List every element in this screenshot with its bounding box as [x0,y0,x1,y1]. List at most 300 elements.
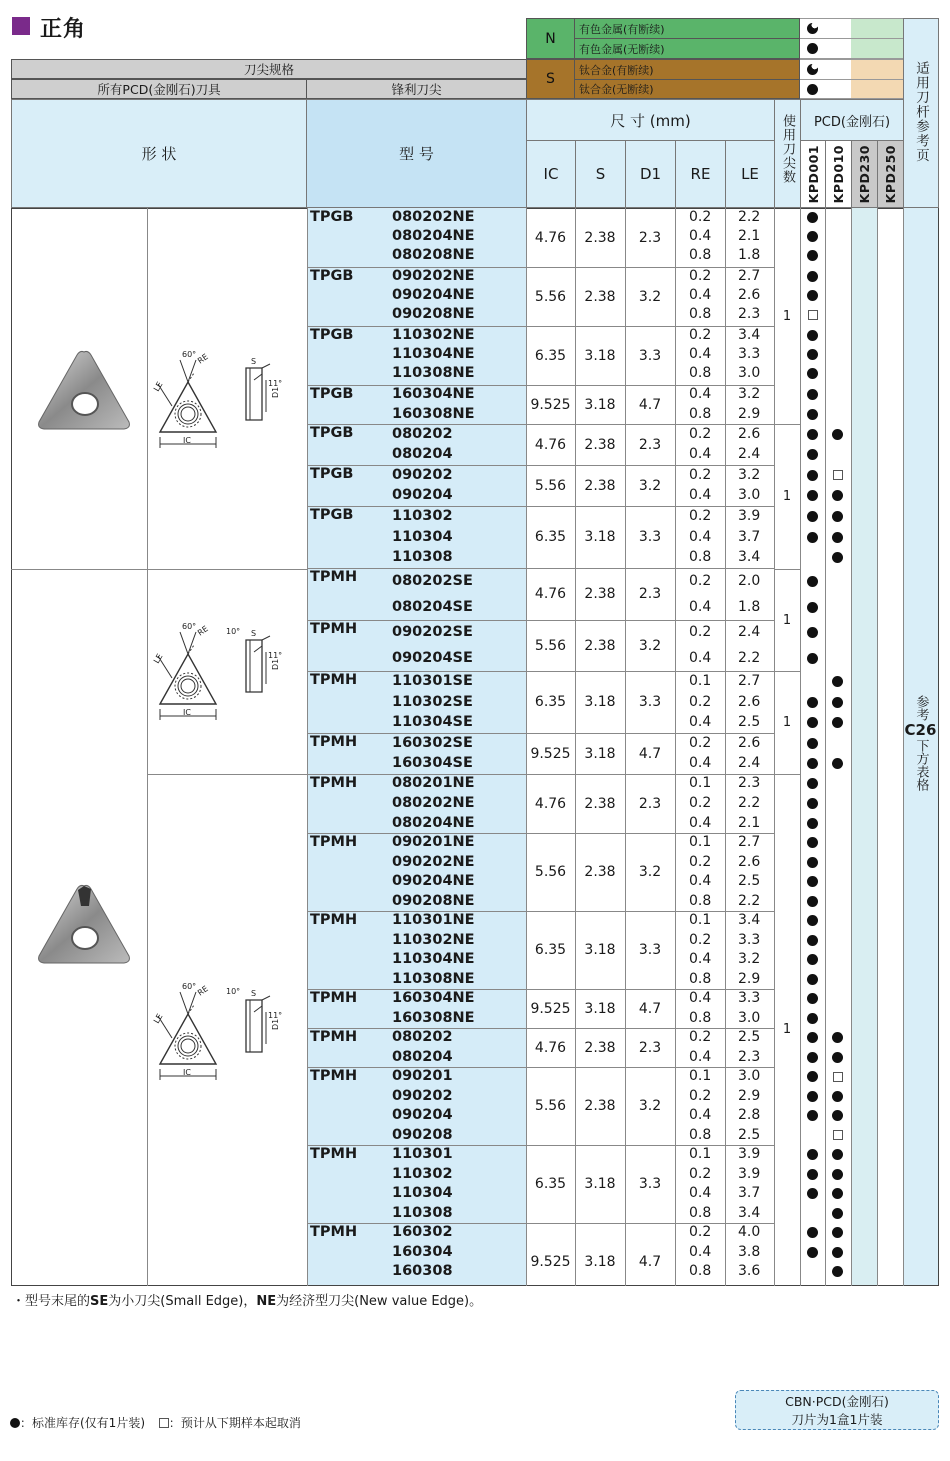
le-value: 3.4 [738,327,761,343]
le-value: 3.4 [738,912,761,929]
model-header: 型 号 [306,99,527,208]
dot-icon [807,697,818,708]
ic-value: 9.525 [530,396,571,413]
clearance-label: 11° [268,1011,283,1020]
le-value: 2.5 [738,1029,761,1046]
column-divider [147,208,148,1286]
dot-icon [832,697,843,708]
material-n-symbol: N [526,18,575,59]
material-grade-cell [851,79,878,99]
le-label: LE [151,652,165,665]
model-code: 080202SE [392,572,473,589]
le-value: 2.5 [738,714,761,731]
s-value: 2.38 [584,477,616,494]
title-marker [12,17,30,35]
model-code: 080201NE [392,775,475,792]
sharp-tip-header: 锋利刀尖 [306,79,527,99]
relief-label: 10° [226,627,241,636]
column-divider [825,208,826,1286]
re-value: 0.4 [689,1107,712,1124]
model-code: 110308 [392,549,453,566]
re-value: 0.2 [689,624,712,641]
dot-icon [807,935,818,946]
le-value: 4.0 [738,1224,761,1241]
model-code: 160302SE [392,734,473,751]
d1-value: 2.3 [638,795,662,812]
model-prefix: TPMH [310,672,358,688]
s-value: 3.18 [584,529,616,545]
legend-dot-icon [10,1418,20,1428]
dot-icon [832,1052,843,1063]
shape-divider [147,774,307,775]
half-dot-icon [807,64,818,75]
ref-page-header-text: 适用刀杆参考页 [913,61,929,163]
dot-icon [807,1052,818,1063]
d1-value: 3.2 [638,288,662,305]
tips-count: 1 [782,715,792,730]
le-value: 3.0 [738,1068,761,1085]
clearance-label: 11° [268,651,283,660]
dot-icon [807,576,818,587]
ic-value: 6.35 [534,942,567,958]
re-value: 0.8 [689,549,712,566]
dot-icon [807,368,818,379]
re-value: 0.4 [689,1048,712,1065]
square-icon [808,310,818,320]
grade-kpd010-header [825,140,852,208]
s-label: S [251,357,257,366]
footnote-pre: ・型号末尾的 [12,1294,91,1309]
model-code: 160308NE [392,1009,475,1026]
ic-value: 6.35 [534,347,567,364]
ic-value: 5.56 [534,477,567,494]
le-value: 2.9 [738,1087,761,1104]
model-prefix: TPMH [310,1224,358,1240]
ic-value: 5.56 [534,637,567,654]
re-value: 0.8 [689,306,712,322]
footnote-post: 为经济型刀尖(New value Edge)。 [276,1294,483,1309]
le-value: 2.7 [738,268,761,284]
shape-divider [11,569,147,570]
le-value: 3.2 [738,951,761,968]
s-value: 2.38 [584,637,616,654]
model-prefix: TPMH [310,1146,358,1162]
dimension-diagram-3 [150,972,300,1086]
dot-icon [807,974,818,985]
ic-label: IC [183,1068,191,1077]
model-code: 090204 [392,1107,453,1124]
column-divider [675,208,676,1286]
model-code: 080204 [392,446,453,463]
le-value: 2.1 [738,814,761,831]
model-code: 110302NE [392,931,475,948]
re-value: 0.2 [689,931,712,948]
model-prefix: TPMH [310,734,358,750]
model-prefix: TPMH [310,912,358,928]
clearance-label: 11° [268,379,283,388]
column-divider [725,208,726,1286]
dimension-diagram-1 [150,340,300,454]
column-divider [307,208,308,1286]
dot-icon [807,653,818,664]
half-dot-icon [807,23,818,34]
model-prefix: TPMH [310,569,358,585]
model-code: 110301NE [392,912,475,929]
s-value: 2.38 [584,864,616,880]
d1-value: 3.3 [638,347,662,364]
model-code: 090204SE [392,649,473,666]
d1-value: 4.7 [638,1254,662,1270]
col-le-header: LE [725,140,775,208]
re-value: 0.2 [689,853,712,870]
d1-value: 3.3 [638,529,662,545]
material-grade-cell [877,59,904,80]
re-value: 0.4 [689,287,712,303]
d1-value: 2.3 [638,229,662,246]
grade-kpd250-label: KPD250 [883,144,898,204]
footnote-mid: 为小刀尖(Small Edge)， [108,1294,257,1309]
re-value: 0.4 [689,598,712,615]
d1-value: 3.2 [638,864,662,880]
ref-note-post: 下方表格 [913,739,929,791]
model-code: 090202SE [392,624,473,641]
ref-note-page[interactable]: C26 [904,721,937,739]
model-code: 110301SE [392,672,473,689]
dot-icon [807,250,818,261]
model-code: 090202NE [392,268,475,284]
d1-label: D1 [271,658,280,670]
footnote-se: SE [90,1294,109,1309]
dot-icon [832,676,843,687]
model-code: 080208NE [392,247,475,263]
le-value: 3.3 [738,931,761,948]
model-code: 080202NE [392,795,475,812]
le-value: 1.8 [738,247,761,263]
model-code: 090208 [392,1126,453,1143]
le-value: 2.1 [738,228,761,244]
model-prefix: TPMH [310,775,358,791]
re-value: 0.4 [689,649,712,666]
re-value: 0.2 [689,1087,712,1104]
model-code: 090202NE [392,853,475,870]
model-prefix: TPGB [310,386,354,402]
material-grade-cell [877,38,904,59]
le-value: 2.5 [738,873,761,890]
kpd230-column-bg [852,208,877,1285]
tips-count: 1 [782,1022,792,1037]
model-code: 080202 [392,425,453,442]
s-value: 2.38 [584,586,616,602]
usable-tips-header [774,99,801,208]
material-s-interrupted: 钛合金(有断续) [575,59,800,80]
model-prefix: TPGB [310,466,354,482]
re-value: 0.4 [689,990,712,1007]
d1-value: 3.2 [638,637,662,654]
d1-value: 3.2 [638,1098,662,1114]
insert-photo-tpmh [34,882,134,976]
dot-icon [807,231,818,242]
model-prefix: TPGB [310,268,354,284]
s-value: 3.18 [584,1176,616,1192]
ic-value: 5.56 [534,1098,567,1114]
material-s-continuous: 钛合金(无断续) [575,79,800,99]
ic-value: 4.76 [534,795,567,812]
grade-kpd001-header [800,140,826,208]
le-value: 2.0 [738,572,761,589]
le-value: 1.8 [738,598,761,615]
d1-value: 2.3 [638,586,662,602]
le-value: 3.0 [738,1009,761,1026]
ic-value: 4.76 [534,586,567,602]
model-code: 110301 [392,1146,453,1163]
dot-icon [807,511,818,522]
model-prefix: TPMH [310,1029,358,1045]
dot-icon [807,349,818,360]
le-value: 3.4 [738,549,761,566]
model-code: 090201 [392,1068,453,1085]
shape-header: 形 状 [11,99,307,208]
re-value: 0.2 [689,507,712,524]
le-value: 2.2 [738,795,761,812]
le-label: LE [151,1012,165,1025]
le-value: 2.9 [738,970,761,987]
grade-kpd001-label: KPD001 [805,144,821,204]
s-label: S [251,989,257,998]
dot-icon [807,470,818,481]
model-code: 080204SE [392,598,473,615]
dot-icon [832,1169,843,1180]
le-value: 2.2 [738,209,761,225]
dot-icon [807,798,818,809]
dot-icon [807,409,818,420]
material-grade-cell [851,18,878,39]
column-divider [877,208,878,1286]
le-value: 3.8 [738,1243,761,1260]
d1-value: 2.3 [638,1039,662,1056]
model-code: 110304NE [392,951,475,968]
material-n-interrupted: 有色金属(有断续) [575,18,800,39]
s-value: 2.38 [584,436,616,453]
model-code: 090208NE [392,892,475,909]
all-pcd-header: 所有PCD(金刚石)刀具 [11,79,307,99]
tip-spec-header: 刀尖规格 [11,59,527,79]
model-code: 110304 [392,528,453,545]
re-value: 0.4 [689,446,712,463]
re-value: 0.8 [689,247,712,263]
s-value: 3.18 [584,745,616,762]
angle-label: 60° [182,982,197,991]
le-value: 3.7 [738,528,761,545]
model-code: 110304 [392,1185,453,1202]
ic-value: 6.35 [534,694,567,710]
relief-label: 10° [226,987,241,996]
ic-value: 4.76 [534,229,567,246]
model-code: 090204NE [392,287,475,303]
dot-icon [832,511,843,522]
re-value: 0.8 [689,1204,712,1221]
ic-value: 4.76 [534,436,567,453]
ref-note [903,695,938,791]
re-value: 0.2 [689,1029,712,1046]
dot-icon [832,1247,843,1258]
re-value: 0.2 [689,209,712,225]
re-value: 0.4 [689,346,712,362]
page-title: 正角 [40,17,87,42]
ic-value: 9.525 [530,745,571,762]
ic-value: 6.35 [534,1176,567,1192]
re-value: 0.4 [689,755,712,772]
model-prefix: TPGB [310,209,354,225]
re-value: 0.4 [689,714,712,731]
tips-count: 1 [782,308,792,324]
dot-icon [807,896,818,907]
column-divider [800,208,801,1286]
ref-note-pre: 参考 [913,695,929,721]
ic-label: IC [183,708,191,717]
tips-count: 1 [782,489,792,504]
le-value: 3.7 [738,1185,761,1202]
square-icon [833,470,843,480]
dot-icon [807,532,818,543]
re-value: 0.8 [689,1009,712,1026]
s-value: 2.38 [584,229,616,246]
grade-kpd250-header [877,140,904,208]
re-value: 0.8 [689,405,712,422]
model-code: 160304SE [392,755,473,772]
material-s-symbol: S [526,59,575,99]
packaging-line1: CBN·PCD(金刚石) [785,1394,889,1409]
ic-label: IC [183,436,191,445]
ic-value: 9.525 [530,1254,571,1270]
footnote [12,1290,482,1309]
le-value: 2.6 [738,287,761,303]
le-value: 3.9 [738,507,761,524]
s-label: S [251,629,257,638]
dot-icon [807,857,818,868]
s-value: 2.38 [584,288,616,305]
le-value: 2.6 [738,734,761,751]
grade-kpd230-header [851,140,878,208]
model-code: 080204 [392,1048,453,1065]
model-code: 110302SE [392,693,473,710]
dot-icon [807,429,818,440]
le-value: 3.0 [738,487,761,504]
model-prefix: TPMH [310,990,358,1006]
legend-dot-text: ：标准库存(仅有1片装) [20,1416,145,1430]
packaging-note [735,1390,939,1430]
dot-icon [807,84,818,95]
model-code: 110308NE [392,970,475,987]
model-code: 110308 [392,1204,453,1221]
le-value: 3.4 [738,1204,761,1221]
re-value: 0.4 [689,951,712,968]
re-value: 0.2 [689,795,712,812]
d1-value: 4.7 [638,396,662,413]
d1-value: 2.3 [638,436,662,453]
model-code: 080204NE [392,814,475,831]
dot-icon [807,1013,818,1024]
model-code: 080204NE [392,228,475,244]
le-value: 3.2 [738,386,761,403]
le-value: 2.8 [738,1107,761,1124]
model-prefix: TPMH [310,621,358,637]
shape-divider [147,569,307,570]
col-ic-header: IC [526,140,576,208]
model-code: 080202 [392,1029,453,1046]
le-value: 3.9 [738,1165,761,1182]
grade-kpd010-label: KPD010 [831,144,846,204]
re-label: RE [195,624,210,638]
dot-icon [832,532,843,543]
model-code: 110302 [392,1165,453,1182]
d1-value: 4.7 [638,1000,662,1017]
dot-icon [807,602,818,613]
dot-icon [807,212,818,223]
model-prefix: TPGB [310,425,354,441]
le-value: 2.9 [738,405,761,422]
re-value: 0.2 [689,572,712,589]
ic-value: 9.525 [530,1000,571,1017]
le-value: 2.6 [738,693,761,710]
re-value: 0.4 [689,1243,712,1260]
re-value: 0.1 [689,775,712,792]
model-code: 110302 [392,507,453,524]
d1-label: D1 [271,1018,280,1030]
s-value: 3.18 [584,1254,616,1270]
model-code: 160304 [392,1243,453,1260]
usable-tips-text: 使用刀尖数 [780,114,795,184]
s-value: 3.18 [584,1000,616,1017]
square-icon [833,1072,843,1082]
re-value: 0.8 [689,892,712,909]
material-grade-cell [851,38,878,59]
re-value: 0.2 [689,268,712,284]
insert-photo-tpgb [34,348,134,442]
re-value: 0.4 [689,228,712,244]
legend-square-text: ：预计从下期样本起取消 [168,1416,301,1430]
d1-label: D1 [271,386,280,398]
square-icon [833,1130,843,1140]
model-code: 090208NE [392,306,475,322]
model-code: 160304NE [392,386,475,403]
pcd-group-header: PCD(金刚石) [800,99,904,141]
re-value: 0.2 [689,693,712,710]
model-code: 090201NE [392,834,475,851]
re-value: 0.2 [689,327,712,343]
s-value: 2.38 [584,1098,616,1114]
model-code: 090204 [392,487,453,504]
angle-label: 60° [182,622,197,631]
re-value: 0.4 [689,528,712,545]
le-value: 2.4 [738,446,761,463]
legend [10,1414,301,1431]
d1-value: 3.3 [638,1176,662,1192]
col-s-header: S [575,140,626,208]
packaging-line2: 刀片为1盒1片装 [791,1412,883,1427]
re-value: 0.2 [689,1165,712,1182]
model-code: 090202 [392,1087,453,1104]
model-code: 110308NE [392,365,475,381]
dot-icon [807,818,818,829]
tips-count: 1 [782,612,792,628]
d1-value: 3.3 [638,942,662,958]
s-value: 3.18 [584,942,616,958]
material-n-continuous: 有色金属(无断续) [575,38,800,59]
le-value: 2.4 [738,755,761,772]
model-code: 090204NE [392,873,475,890]
model-code: 160302 [392,1224,453,1241]
s-value: 2.38 [584,795,616,812]
